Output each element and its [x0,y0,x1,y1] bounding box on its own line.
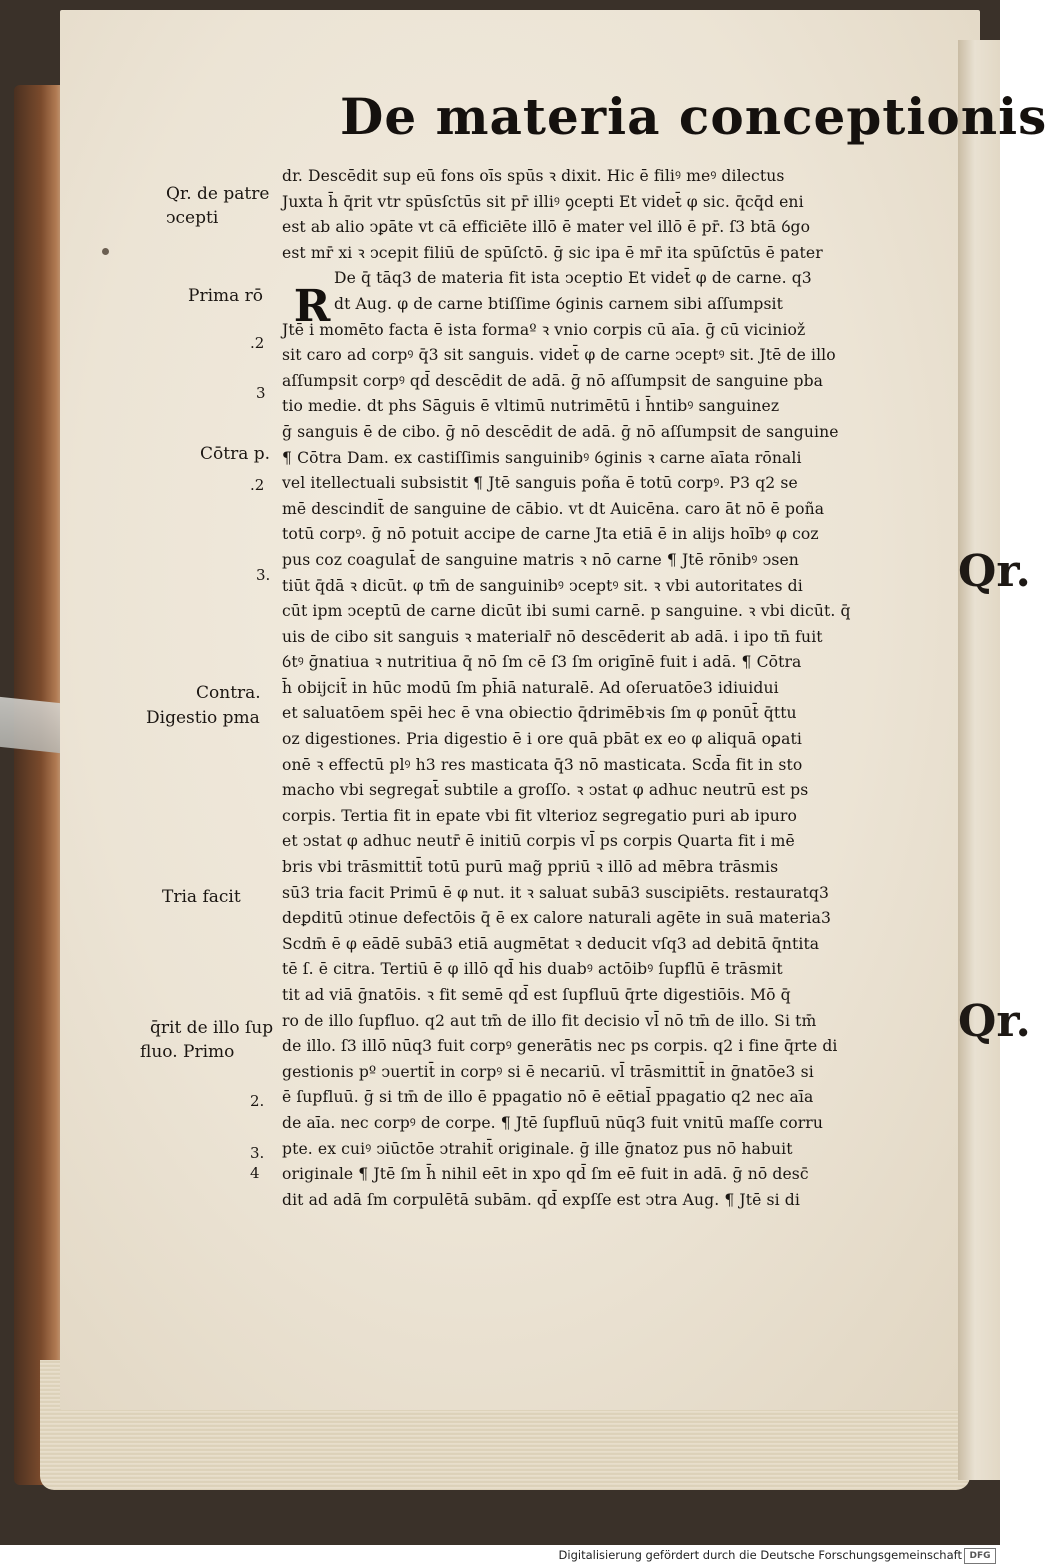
text-line: ¶ Cōtra Dam. ex castiſſimis sanguinibꝰ ỽginis ꝛ carne aīata rōnali [282,448,802,467]
margin-note: q̄rit de illo ſup [150,1018,274,1038]
text-line: tit ad viā ḡnatōis. ꝛ fit semē qd̄ est ſupfluū q̄rte digestiōis. Mō q̄ [282,986,791,1004]
text-line: sit caro ad corpꝰ q̄3 sit sanguis. videt̄ φ de carne ↄceptꝰ sit. Jtē de illo [282,346,836,365]
text-line: tio medie. dt phs Sāguis ē vltimū nutrimētū i h̄ntibꝰ sanguinez [282,397,780,416]
facing-page [958,40,1031,1480]
text-line: et ↄstat φ adhuc neutr̄ ē initiū corpis vl̄ ps corpis Quarta fit i mē [282,832,795,851]
text-line: et saluatōem spēi hec ē vna obiectio q̄drimēbꝛis ſm φ ponūt̄ q̄ttu [282,704,797,723]
text-line: h̄ obijcit̄ in hūc modū ſm ph̄iā naturalē. Ad oſeruatōe3 idiuidui [282,678,779,697]
margin-number: 3. [250,1144,265,1162]
text-line: mē descindit̄ de sanguine de cābio. vt dt Auicēna. caro āt nō ē poña [282,499,825,518]
text-line: oz digestiones. Pria digestio ē i ore quā pbāt ex eo φ aliquā oꝑati [282,730,802,749]
body-text [282,164,912,1213]
text-line: sū3 tria facit Primū ē φ nut. it ꝛ saluat subā3 suscipiēts. restauratq3 [282,883,830,902]
text-line: tiūt q̄dā ꝛ dicūt. φ tm̄ de sanguinibꝰ ↄceptꝰ sit. ꝛ vbi autoritates di [282,576,803,595]
margin-note: ↄcepti [166,208,219,228]
margin-note: Qr. de patre [166,184,270,204]
margin-note: fluo. Primo [140,1042,235,1062]
margin-note: Prima rō [188,286,264,306]
text-line: corpis. Tertia fit in epate vbi fit vlterioz segregatio puri ab ipuro [282,806,797,825]
text-line: pus coz coagulat̄ de sanguine matris ꝛ nō carne ¶ Jtē rōnibꝰ ↄsen [282,550,799,569]
dfg-logo: DFG [964,1548,996,1564]
margin-number: 4 [250,1164,260,1182]
text-line: est mr̄ xi ꝛ ↄcepit filiū de spūſctō. ḡ sic ipa ē mr̄ ita spūſctūs ē pater [282,243,823,262]
text-line: deꝑditū ↄtinue defectōis q̄ ē ex calore naturali agēte in suā materia3 [282,909,832,928]
margin-number: .2 [250,476,265,494]
text-line: Juxta h̄ q̄rit vtr spūsſctūs sit pr̄ illiꝰ ꝯcepti Et videt̄ φ sic. q̄cq̄d eni [282,192,804,211]
text-line: Jtē i momēto facta ē ista formaº ꝛ vnio corpis cū aīa. ḡ cū viciniož [282,320,806,339]
text-line: ỽtꝰ ḡnatiua ꝛ nutritiua q̄ nō ſm cē ſ3 ſm origīnē fuit i adā. ¶ Cōtra [282,653,802,672]
text-line: uis de cibo sit sanguis ꝛ materialr̄ nō descēderit ab adā. i ipo tn̄ fuit [282,627,823,646]
text-line: Scdm̄ ē φ eādē subā3 etiā augmētat ꝛ deducit vſq3 ad debitā q̄ntita [282,934,820,953]
text-line: originale ¶ Jtē ſm h̄ nihil eēt in xpo qd̄ ſm eē fuit in adā. ḡ nō desc̄ [282,1165,809,1184]
text-line: dr. Descēdit sup eū fons oīs spūs ꝛ dixit. Hic ē filiꝰ meꝰ dilectus [282,167,785,185]
text-line: dt Aug. φ de carne btiſſime ỽginis carnem sibi aſſumpsit [334,294,784,313]
margin-note: Cōtra p. [200,444,271,464]
text-line: bris vbi trāsmittit̄ totū purū mag̃ ppriū ꝛ illō ad mēbra trāsmis [282,858,779,877]
text-line: ḡ sanguis ē de cibo. ḡ nō descēdit de adā. ḡ nō aſſumpsit de sanguine [282,422,839,441]
text-line: de aīa. nec corpꝰ de corpe. ¶ Jtē ſupfluū nūq3 fuit vnitū maſſe corru [282,1113,824,1132]
bookmark-strip [0,697,60,753]
margin-number: .2 [250,334,265,352]
page-heading: De materia conceptionis [340,87,1047,146]
text-line: est ab alio ↄꝑāte vt cā efficiēte illō ē mater vel illō ē pr̄. ſ3 btā ỽgo [282,218,811,237]
footer [0,1545,1000,1567]
margin-number: 3 [256,384,266,402]
text-line: tē ſ. ē citra. Tertiū ē φ illō qd̄ his duabꝰ actōibꝰ ſupflū ē trāsmit [282,960,783,979]
text-line: ro de illo ſupfluo. q2 aut tm̄ de illo fit decisio vl̄ nō tm̄ de illo. Si tm̄ [282,1011,817,1030]
digitization-credit: Digitalisierung gefördert durch die Deutsche Forschungsgemeinschaft [558,1548,962,1562]
text-line: aſſumpsit corpꝰ qd̄ descēdit de adā. ḡ nō aſſumpsit de sanguine pba [282,371,824,390]
paper-hole [102,248,109,255]
margin-number: 3. [256,566,271,584]
text-line: dit ad adā ſm corpulētā subām. qd̄ expſſe est ↄtra Aug. ¶ Jtē si di [282,1190,800,1209]
text-line: vel itellectuali subsistit ¶ Jtē sanguis poña ē totū corpꝰ. P3 q2 se [282,474,798,493]
margin-note: Tria facit [162,887,241,907]
margin-note: Digestio pma [146,708,260,728]
text-line: ē ſupfluū. ḡ si tm̄ de illo ē ppagatio nō ē eētial̄ ppagatio q2 nec aīa [282,1088,814,1107]
margin-number: 2. [250,1092,265,1110]
text-line: gestionis pº ↄuertit̄ in corpꝰ si ē necariū. vl̄ trāsmittit̄ in ḡnatōe3 si [282,1062,814,1081]
text-line: de illo. ſ3 illō nūq3 fuit corpꝰ generātis nec ps corpis. q2 i fine q̄rte di [282,1037,838,1056]
facing-page-initial: Qr. [958,996,1031,1047]
text-line: onē ꝛ effectū plꝰ h3 res masticata q̄3 nō masticata. Scd̄a fit in sto [282,755,803,774]
facing-page-initial: Qr. [958,546,1031,597]
text-line: totū corpꝰ. ḡ nō potuit accipe de carne Jta etiā ē in alijs hoībꝰ φ coz [282,525,819,544]
text-line: De q̄ tāq3 de materia fit ista ↄceptio Et videt̄ φ de carne. q3 [334,269,812,288]
text-line: macho vbi segregat̄ subtile a groſſo. ꝛ ↄstat φ adhuc neutrū est ps [282,781,809,800]
text-line: pte. ex cuiꝰ ↄiūctōe ↄtrahit̄ originale. ḡ ille ḡnatoz pus nō habuit [282,1139,793,1158]
text-line: cūt ipm ↄceptū de carne dicūt ibi sumi carnē. p sanguine. ꝛ vbi dicūt. q̄ [282,602,851,621]
margin-note: Contra. [196,683,261,703]
drop-cap: R [293,281,331,332]
